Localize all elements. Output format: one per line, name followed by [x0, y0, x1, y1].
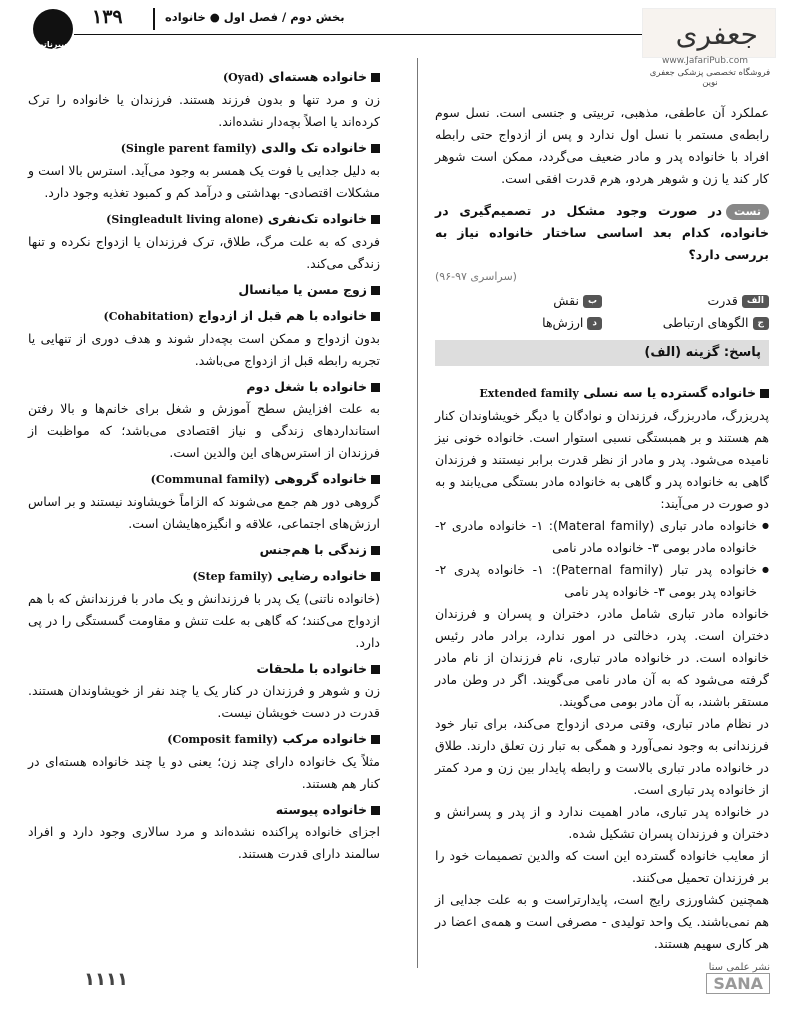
- brand-glyph: جعفری: [675, 18, 758, 51]
- section-text: (خانواده ناتنی) یک پدر با فرزندانش و یک مادر با فرزندانش که با هم ازدواج می‌کنند؛ که گاهی به علت تنش و مقاومت گسستگی را در پی دارد.: [28, 591, 380, 650]
- intro-paragraph: عملکرد آن عاطفی، مذهبی، تربیتی و جنسی است. نسل سوم رابطه‌ی مستمر با نسل اول ندارد و پس از ازدواج حتی رابطه افراد با خانواده پدر و مادر ضعیف می‌گردد، ممکن است شوهر کار کند یا زن و شوهر هردو، هرم قدرت افقی است.: [435, 105, 769, 186]
- page-number: ۱۳۹: [92, 6, 123, 28]
- publisher-logo: جیبرناتی: [30, 6, 76, 52]
- section-heading: خانواده تک‌نفری (Singleadult living alone): [28, 208, 380, 231]
- section-text: زن و شوهر و فرزندان در کنار یک یا چند نفر از خویشاوندان هستند. قدرت در دست خویشان نیست.: [28, 683, 380, 720]
- bullet-materal: ● خانواده مادر تباری (Materal family): ۱- خانواده مادری ۲- خانواده مادر بومی ۳- خانواده مادر نامی: [435, 515, 769, 559]
- publisher-mark: SANA: [706, 973, 770, 994]
- paragraph-1: خانواده مادر تباری شامل مادر، دختران و پسران و فرزندان دختران است. پدر، دخالتی در امور ندارد، برادر مادر رئیس خانواده است. در خانواده مادر تباری، نام فرزندان از نام مادر گرفته می‌شود که به آن مادر نامی می‌گویند. اگر در وطن مادر مستقر باشند، به آن مادر بومی می‌گویند.: [435, 606, 769, 709]
- test-question: [435, 200, 769, 366]
- paragraph-5: همچنین کشاورزی رایج است، پایدارتراست و به علت جدایی از هم نمی‌باشند. یک واحد تولیدی - مصرفی است و همه‌ی اعضا در هر کاری سهیم هستند.: [435, 892, 769, 951]
- section-heading: زوج مسن یا میانسال: [28, 279, 380, 301]
- extended-family-text: پدربزرگ، مادربزرگ، فرزندان و نوادگان یا دیگر خویشاوندان کنار هم هستند و بر همبستگی نسبی استوار است. خانواده خونی نیز نامیده می‌شود. پدر و مادر از نظر قدرت برابر نیستند و فرزندان گاهی به خانواده پدر و گاهی به خانواده مادر بستگی می‌یابند و به دو صورت در می‌آیند:: [435, 408, 769, 511]
- section-heading: خانواده با ملحقات: [28, 658, 380, 680]
- bullet-paternal: ● خانواده پدر تبار (Paternal family): ۱- خانواده پدری ۲- خانواده پدر بومی ۳- خانواده پدر نامی: [435, 559, 769, 603]
- paragraph-4: از معایب خانواده گسترده این است که والدین تصمیمات خود را بر فرزندان تحمیل می‌کنند.: [435, 848, 769, 885]
- answer-box: پاسخ: گزینه (الف): [435, 340, 769, 366]
- section-text: بدون ازدواج و ممکن است بچه‌دار شوند و هدف دوری از تنهایی یا تجربه رابطه قبل از ازدواج می‌باشد.: [28, 331, 380, 368]
- option-a: الف قدرت: [602, 290, 769, 312]
- section-text: فردی که به علت مرگ، طلاق، ترک فرزندان یا ازدواج نکرده و تنها زندگی می‌کند.: [28, 234, 380, 271]
- option-b: ب نقش: [435, 290, 602, 312]
- section-heading: خانواده مرکب (Composit family): [28, 728, 380, 751]
- right-column: [435, 60, 769, 955]
- sana-logo: [626, 962, 770, 1002]
- section-heading: زندگی با هم‌جنس: [28, 539, 380, 561]
- extended-family-heading: خانواده گسترده یا سه نسلی Extended family: [435, 382, 769, 405]
- paragraph-2: در نظام مادر تباری، وقتی مردی ازدواج می‌کند، برای تبار خود فرزندانی به وجود نمی‌آورد و همگی به تبار زن تعلق دارند. طلاق در خانواده مادر تباری بالاست و رابطه پایدار بین زن و مرد کمتر از خانواده پدر تباری است.: [435, 716, 769, 797]
- question-source: (سراسری ۹۷-۹۶): [435, 270, 517, 283]
- running-head: بخش دوم / فصل اول ● خانواده: [165, 10, 345, 24]
- header-divider: [153, 8, 155, 30]
- header-rule: [74, 34, 668, 35]
- section-heading: خانواده تک والدی (Single parent family): [28, 137, 380, 160]
- section-heading: خانواده هسته‌ای (Oyad): [28, 66, 380, 89]
- section-text: زن و مرد تنها و بدون فرزند هستند. فرزندان یا خانواده را ترک کرده‌اند یا اصلاً بچه‌دار نشده‌اند.: [28, 92, 380, 129]
- option-c: ج الگوهای ارتباطی: [602, 312, 769, 334]
- section-text: گروهی دور هم جمع می‌شوند که الزاماً خویشاوند نیستند و بر اساس ارزش‌های اجتماعی، علاقه و انگیزه‌هایشان است.: [28, 494, 380, 531]
- section-text: اجزای خانواده پراکنده نشده‌اند و مرد سالاری وجود دارد و افراد سالمند دارای قدرت هستند.: [28, 824, 380, 861]
- publisher-label: نشر علمی سنا: [708, 962, 770, 973]
- section-heading: خانواده با هم قبل از ازدواج (Cohabitation): [28, 305, 380, 328]
- section-text: به دلیل جدایی یا فوت یک همسر به وجود می‌آید. استرس بالا است و مشکلات اقتصادی- بهداشتی و درآمد کم و کمبود تغذیه وجود دارد.: [28, 163, 380, 200]
- brand-url: www.JafariPub.com: [662, 56, 748, 66]
- option-d: د ارزش‌ها: [435, 312, 602, 334]
- column-divider: [417, 58, 418, 968]
- paragraph-3: در خانواده پدر تباری، مادر اهمیت ندارد و از پدر و پسرانش و دختران و فرزندان پسران تشکیل شده.: [435, 804, 769, 841]
- section-heading: خانواده رضایی (Step family): [28, 565, 380, 588]
- section-text: به علت افزایش سطح آموزش و شغل برای خانم‌ها و بالا رفتن استانداردهای زندگی و نیاز اقتصادی می‌باشد؛ که مواظبت از فرزندان از استرس‌های این والدین است.: [28, 401, 380, 460]
- test-tag: تست: [726, 204, 769, 220]
- section-text: مثلاً یک خانواده دارای چند زن؛ یعنی دو یا چند خانواده هسته‌ای در کنار هم هستند.: [28, 754, 380, 791]
- section-heading: خانواده پیوسته: [28, 799, 380, 821]
- left-column: [28, 62, 380, 865]
- options: [435, 290, 769, 334]
- footer-mark: ۱۱۱۱: [84, 969, 128, 990]
- brand-subtitle: فروشگاه تخصصی پزشکی جعفری نوین: [649, 68, 771, 88]
- question-text: در صورت وجود مشکل در تصمیم‌گیری در خانواده، کدام بعد اساسی ساختار خانواده نیاز به بررسی دارد؟: [435, 203, 769, 262]
- section-heading: خانواده گروهی (Communal family): [28, 468, 380, 491]
- section-heading: خانواده با شغل دوم: [28, 376, 380, 398]
